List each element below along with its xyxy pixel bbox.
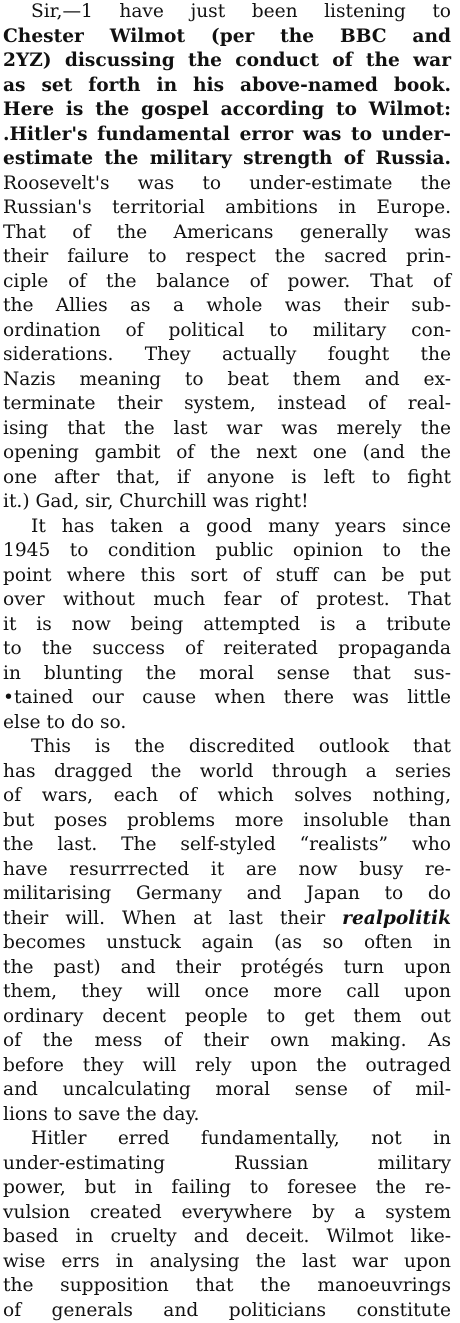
text-line: one after that, if anyone is left to fight	[3, 466, 451, 491]
text-line: •tained our cause when there was little	[3, 686, 451, 711]
text-line: the supposition that the manoeuvrings	[3, 1274, 451, 1299]
text-line: estimate the military strength of Russia.	[3, 147, 451, 172]
text-line: has dragged the world through a series	[3, 760, 451, 785]
text-line: ciple of the balance of power. That of	[3, 270, 451, 295]
text-line: militarising Germany and Japan to do	[3, 882, 451, 907]
paragraph-2	[3, 515, 451, 736]
paragraph-3	[3, 735, 451, 1127]
text-line: Russian's territorial ambitions in Europe.	[3, 196, 451, 221]
text-line: Hitler erred fundamentally, not in	[3, 1127, 451, 1152]
text-line: ordinary decent people to get them out	[3, 1005, 451, 1030]
text-run: their will. When at last their	[3, 908, 325, 929]
text-line: but poses problems more insoluble than	[3, 809, 451, 834]
text-line: based in cruelty and deceit. Wilmot like-	[3, 1225, 451, 1250]
text-line: have resurrrected it are now busy re-	[3, 858, 451, 883]
text-line: Here is the gospel according to Wilmot:	[3, 98, 451, 123]
text-line: them, they will once more call upon	[3, 980, 451, 1005]
text-line: vulsion created everywhere by a system	[3, 1201, 451, 1226]
text-line: .Hitler's fundamental error was to under-	[3, 123, 451, 148]
text-line: point where this sort of stuff can be put	[3, 564, 451, 589]
text-line: This is the discredited outlook that	[3, 735, 451, 760]
text-line: of the mess of their own making. As	[3, 1029, 451, 1054]
text-line: and uncalculating moral sense of mil-	[3, 1078, 451, 1103]
text-line: under-estimating Russian military	[3, 1152, 451, 1177]
paragraph-1	[3, 0, 451, 515]
text-line: ising that the last war was merely the	[3, 417, 451, 442]
text-line: terminate their system, instead of real-	[3, 392, 451, 417]
text-line: of wars, each of which solves nothing,	[3, 784, 451, 809]
text-line: as set forth in his above-named book.	[3, 74, 451, 99]
text-line: becomes unstuck again (as so often in	[3, 931, 451, 956]
text-line: It has taken a good many years since	[3, 515, 451, 540]
text-line: in blunting the moral sense that sus-	[3, 662, 451, 687]
text-line: of generals and politicians constitute	[3, 1299, 451, 1323]
text-line: over without much fear of protest. That	[3, 588, 451, 613]
text-line: ordination of political to military con-	[3, 319, 451, 344]
text-line: Roosevelt's was to under-estimate the	[3, 172, 451, 197]
text-line: siderations. They actually fought the	[3, 343, 451, 368]
paragraph-4	[3, 1127, 451, 1323]
text-line: wise errs in analysing the last war upon	[3, 1250, 451, 1275]
text-line: power, but in failing to foresee the re-	[3, 1176, 451, 1201]
text-line: their failure to respect the sacred prin-	[3, 245, 451, 270]
text-line: opening gambit of the next one (and the	[3, 441, 451, 466]
letter-column	[3, 0, 451, 1323]
text-line: 1945 to condition public opinion to the	[3, 539, 451, 564]
text-line: to the success of reiterated propaganda	[3, 637, 451, 662]
text-line: it is now being attempted is a tribute	[3, 613, 451, 638]
text-line: Chester Wilmot (per the BBC and	[3, 25, 451, 50]
text-line: else to do so.	[3, 711, 451, 736]
text-line: Nazis meaning to beat them and ex-	[3, 368, 451, 393]
text-line: Sir,—1 have just been listening to	[3, 0, 451, 25]
text-line: lions to save the day.	[3, 1103, 451, 1128]
text-line-with-italic	[3, 907, 451, 932]
text-line: the past) and their protégés turn upon	[3, 956, 451, 981]
text-line: 2YZ) discussing the conduct of the war	[3, 49, 451, 74]
text-line: the Allies as a whole was their sub-	[3, 294, 451, 319]
italic-term: realpolitik	[342, 908, 451, 929]
text-line: before they will rely upon the outraged	[3, 1054, 451, 1079]
text-line: That of the Americans generally was	[3, 221, 451, 246]
text-line: the last. The self-styled “realists” who	[3, 833, 451, 858]
text-line: it.) Gad, sir, Churchill was right!	[3, 490, 451, 515]
